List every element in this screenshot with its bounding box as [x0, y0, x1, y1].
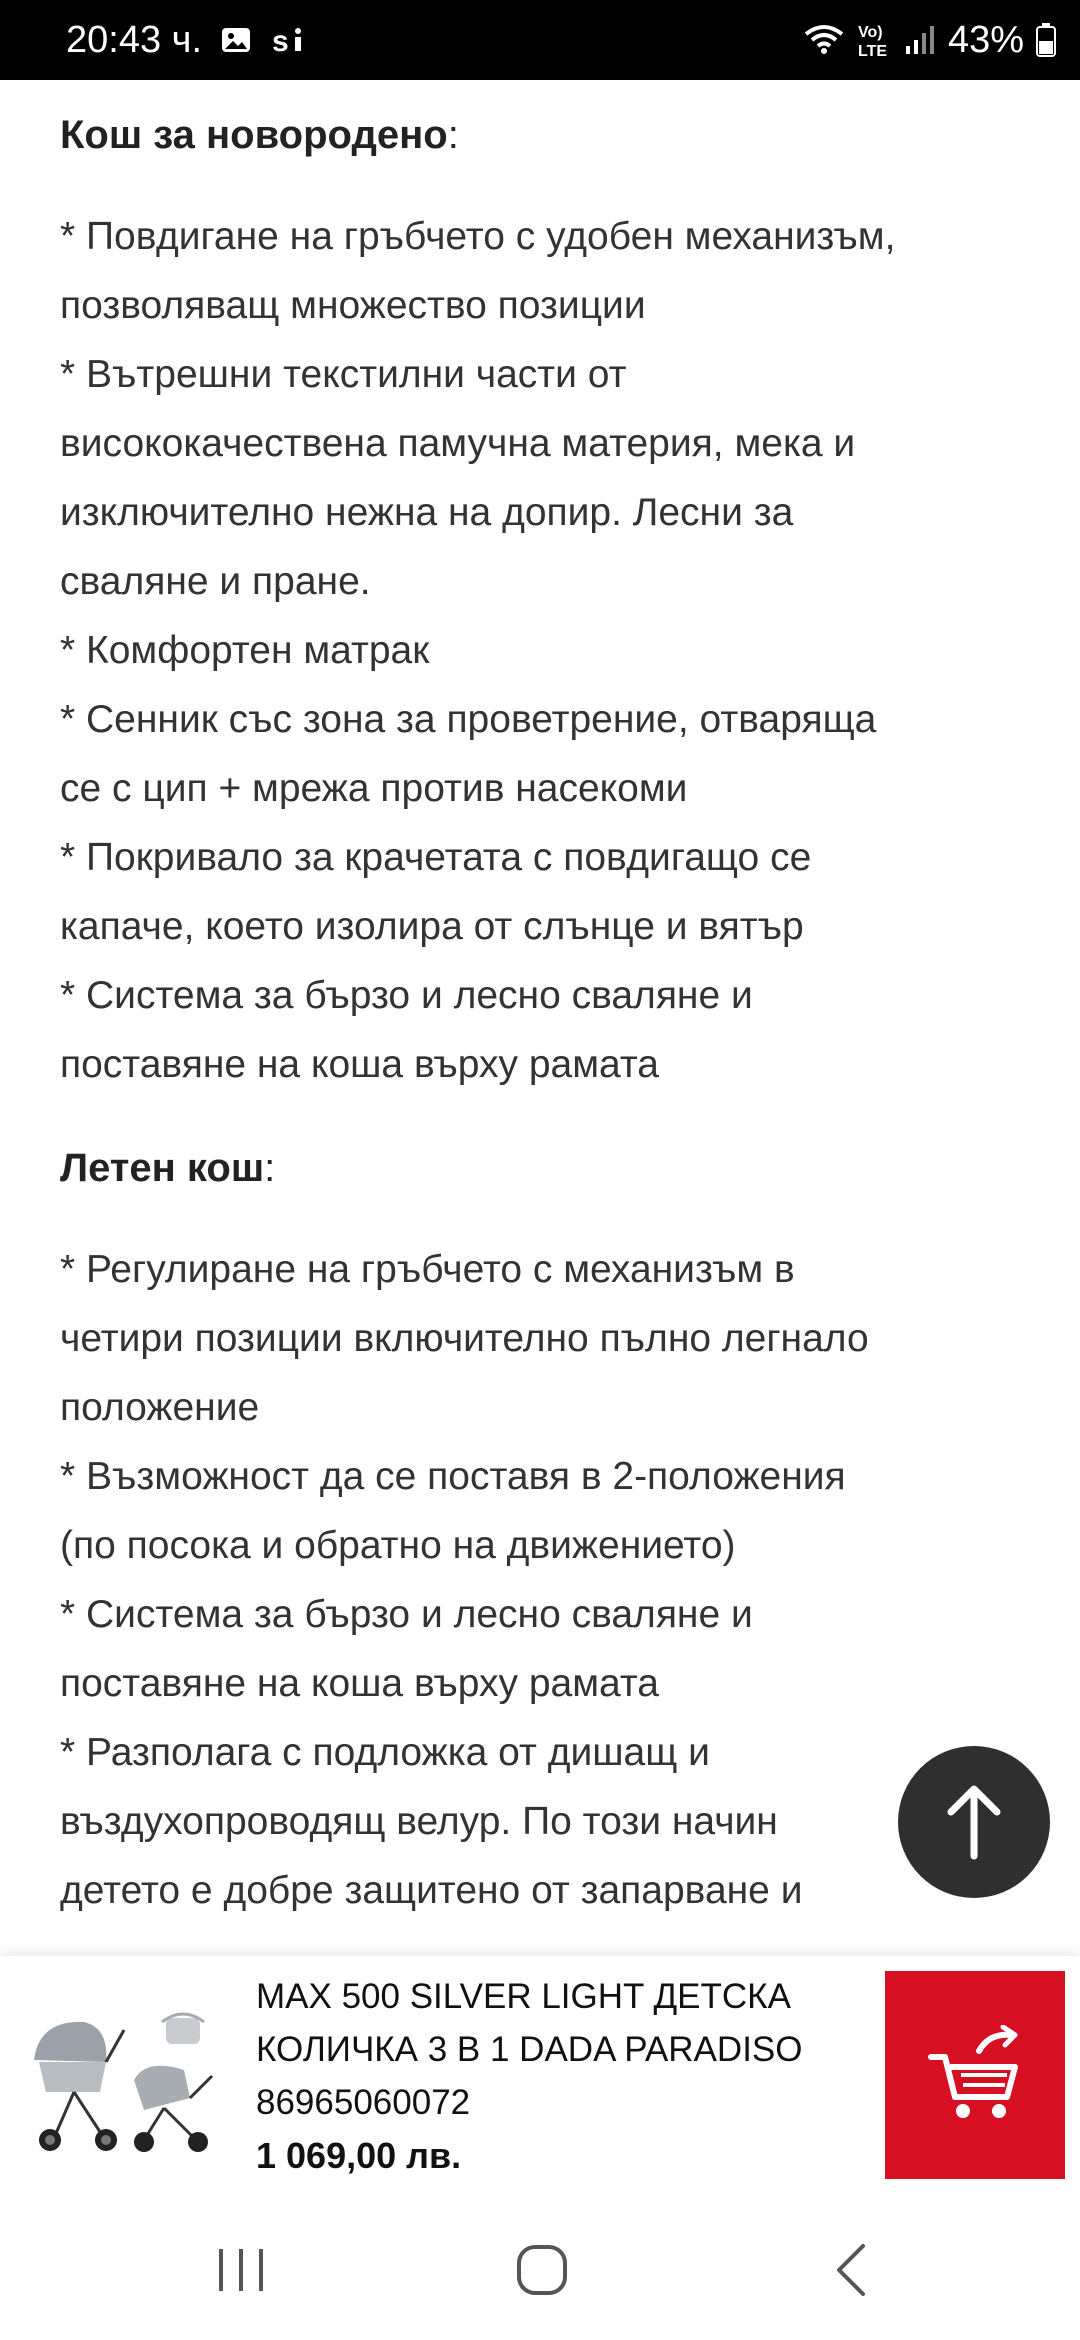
text-line: позволяващ множество позиции	[60, 284, 646, 327]
product-info[interactable]	[256, 1970, 876, 2183]
text-line: изключително нежна на допир. Лесни за	[60, 491, 794, 534]
scroll-to-top-button[interactable]	[898, 1746, 1050, 1898]
text-line: * Разполага с подложка от дишащ и	[60, 1731, 710, 1774]
summer-features	[60, 1235, 1040, 1925]
text-line: положение	[60, 1386, 260, 1429]
si-app-icon	[270, 23, 304, 57]
text-line: поставяне на коша върху рамата	[60, 1662, 659, 1705]
section-title-summer: Летен кош:	[60, 1146, 276, 1190]
text-line: поставяне на коша върху рамата	[60, 1043, 659, 1086]
text-line: * Регулиране на гръбчето с механизъм в	[60, 1248, 795, 1291]
arrow-up-icon	[939, 1782, 1009, 1862]
recents-icon	[215, 2245, 267, 2295]
status-bar	[0, 0, 1080, 80]
product-name-line1: MAX 500 SILVER LIGHT ДЕТСКА	[256, 1977, 791, 2016]
text-line: * Възможност да се поставя в 2-положения	[60, 1455, 846, 1498]
text-line: * Система за бързо и лесно сваляне и	[60, 1593, 753, 1636]
home-button[interactable]	[512, 2240, 572, 2300]
text-line: * Повдигане на гръбчето с удобен механизъм,	[60, 215, 896, 258]
text-line: капаче, което изолира от слънце и вятър	[60, 905, 804, 948]
back-icon	[831, 2242, 871, 2298]
wifi-icon	[804, 24, 844, 56]
text-line: * Комфортен матрак	[60, 629, 430, 672]
back-button[interactable]	[826, 2240, 876, 2300]
product-code: 86965060072	[256, 2083, 471, 2122]
text-line: * Вътрешни текстилни части от	[60, 353, 627, 396]
battery-icon	[1036, 23, 1056, 57]
signal-icon	[904, 24, 936, 56]
text-line: * Покривало за крачетата с повдигащо се	[60, 836, 812, 879]
text-line: детето е добре защитено от запарване и	[60, 1869, 803, 1912]
text-line: се с цип + мрежа против насекоми	[60, 767, 688, 810]
text-line: въздухопроводящ велур. По този начин	[60, 1800, 778, 1843]
add-to-cart-icon	[927, 2025, 1023, 2125]
add-to-cart-button[interactable]	[885, 1971, 1065, 2179]
svg-text:s: s	[272, 25, 289, 57]
product-price: 1 069,00 лв.	[256, 2135, 462, 2176]
text-line: висококачествена памучна материя, мека и	[60, 422, 856, 465]
section-title-newborn: Кош за новородено:	[60, 113, 459, 157]
home-icon	[515, 2243, 569, 2297]
status-time: 20:43 ч.	[66, 18, 203, 61]
recents-button[interactable]	[212, 2240, 270, 2300]
text-line: сваляне и пране.	[60, 560, 371, 603]
svg-text:Vo): Vo)	[857, 24, 883, 41]
text-line: * Сенник със зона за проветрение, отваряща	[60, 698, 877, 741]
battery-percent: 43%	[947, 18, 1024, 61]
svg-text:LTE: LTE	[857, 43, 887, 60]
newborn-features	[60, 202, 1040, 1099]
text-line: * Система за бързо и лесно сваляне и	[60, 974, 753, 1017]
product-thumbnail[interactable]	[14, 2000, 234, 2160]
product-description	[60, 100, 1040, 1925]
text-line: (по посока и обратно на движението)	[60, 1524, 736, 1567]
volte-icon	[856, 20, 892, 60]
text-line: четири позиции включително пълно легнало	[60, 1317, 869, 1360]
product-name-line2: КОЛИЧКА 3 В 1 DADA PARADISO	[256, 2030, 803, 2069]
gallery-icon	[220, 24, 252, 56]
